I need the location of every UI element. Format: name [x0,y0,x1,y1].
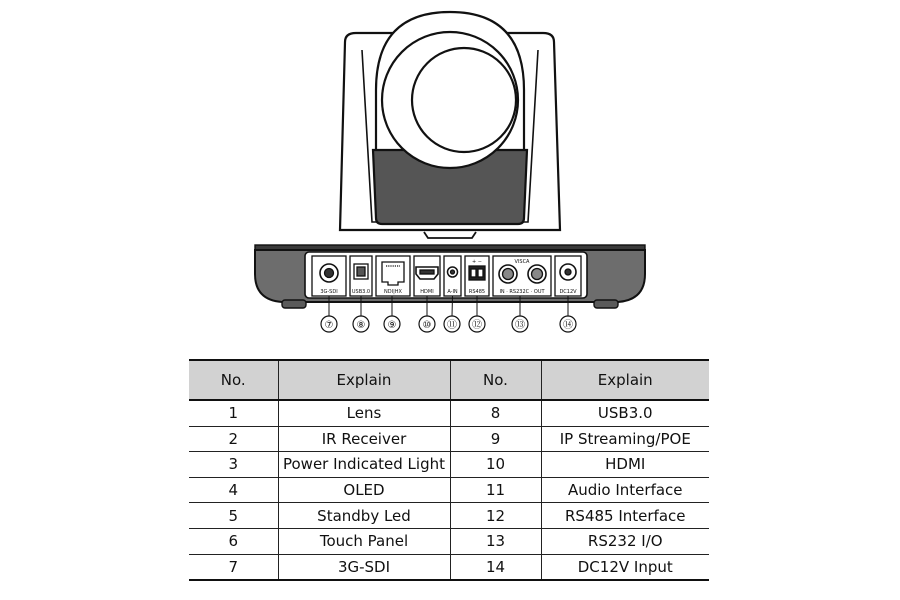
table-cell: IP Streaming/POE [541,426,709,452]
table-cell: 3G-SDI [278,554,450,580]
camera-body [340,12,560,238]
camera-neck [424,232,476,238]
table-cell: IR Receiver [278,426,450,452]
callout-12 [469,316,485,332]
callouts [321,316,576,332]
base-foot-right [594,300,618,308]
callout-8-label: ⑧ [356,320,366,331]
header-explain-1: Explain [278,360,450,400]
leader-line [452,296,453,316]
table-cell: 6 [189,528,278,554]
port-label-usb: USB3.0 [351,289,371,295]
table-row [189,528,709,554]
callout-10-label: ⑩ [422,320,432,331]
header-no-2: No. [450,360,541,400]
port-label-sdi: 3G-SDI [320,289,338,295]
table-cell: 14 [450,554,541,580]
table-cell: Audio Interface [541,477,709,503]
table-cell: 4 [189,477,278,503]
table-row [189,477,709,503]
table-cell: RS485 Interface [541,503,709,529]
table-cell: 7 [189,554,278,580]
dc-jack-pin [565,269,571,275]
hdmi-port-slot [420,270,434,274]
table-header-row [189,360,709,400]
port-label-hdmi: HDMI [420,289,434,295]
usb-port-tongue [357,267,365,276]
rs485-slot-1 [471,269,476,277]
port-label-visca: VISCA [514,259,530,265]
port-label-rs485: RS485 [468,289,486,295]
table-row [189,554,709,580]
callout-7-label: ⑦ [324,320,334,331]
table-cell: OLED [278,477,450,503]
port-label-ndi: NDI|HX [384,289,402,295]
callout-14-label: ⑭ [563,320,573,331]
callout-11 [444,316,460,332]
callout-8 [353,316,369,332]
table-cell: 12 [450,503,541,529]
table-cell: 1 [189,400,278,426]
callout-11-label: ⑪ [447,320,457,331]
visca-in-core [503,269,514,280]
callout-12-label: ⑫ [472,320,482,331]
table-cell: Lens [278,400,450,426]
callout-10 [419,316,435,332]
table-cell: 13 [450,528,541,554]
table-cell: HDMI [541,452,709,478]
port-label-rs232: IN · RS232C · OUT [499,289,545,295]
table-row [189,400,709,426]
spec-table [189,359,709,581]
callout-7 [321,316,337,332]
callout-14 [560,316,576,332]
lens-glass [412,48,516,152]
table-cell: 11 [450,477,541,503]
callout-9-label: ⑨ [387,320,397,331]
header-explain-2: Explain [541,360,709,400]
table-cell: Standby Led [278,503,450,529]
table-cell: Power Indicated Light [278,452,450,478]
audio-jack-hole [451,270,455,274]
table-cell: 10 [450,452,541,478]
header-no-1: No. [189,360,278,400]
base-foot-left [282,300,306,308]
table-cell: 5 [189,503,278,529]
table-cell: 3 [189,452,278,478]
sdi-port-pin [325,269,334,278]
table-cell: 2 [189,426,278,452]
table-cell: DC12V Input [541,554,709,580]
callout-13 [512,316,528,332]
rs485-slot-2 [478,269,483,277]
visca-out-core [532,269,543,280]
table-cell: 9 [450,426,541,452]
port-label-ain: A-IN [447,289,458,295]
table-cell: Touch Panel [278,528,450,554]
table-row [189,426,709,452]
callout-9 [384,316,400,332]
table-row [189,503,709,529]
table-row [189,452,709,478]
rs485-polarity: + − [472,259,482,265]
port-label-dc: DC12V [559,289,577,295]
table-cell: RS232 I/O [541,528,709,554]
table-cell: USB3.0 [541,400,709,426]
table-cell: 8 [450,400,541,426]
callout-13-label: ⑬ [515,320,525,331]
